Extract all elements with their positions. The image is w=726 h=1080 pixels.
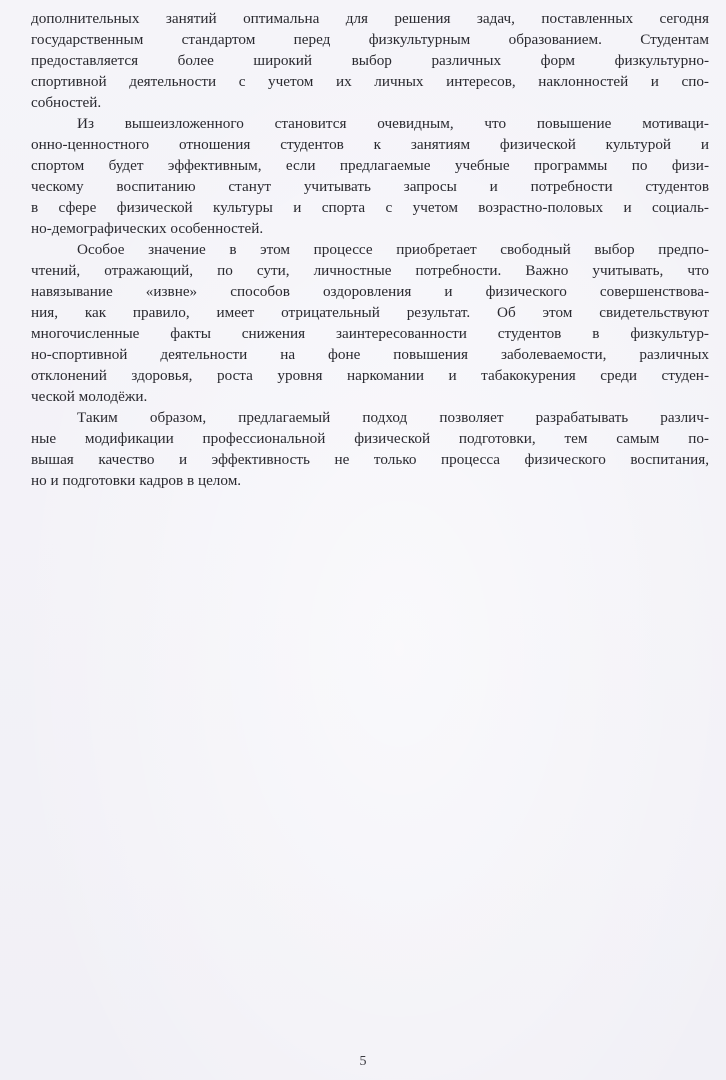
text-line: Особое значение в этом процессе приобретает свободный выбор предпо- bbox=[77, 241, 709, 258]
paragraph-2 bbox=[31, 113, 709, 239]
text-line: ческой молодёжи. bbox=[31, 388, 148, 405]
text-line: ния, как правило, имеет отрицательный результат. Об этом свидетельствуют bbox=[31, 304, 709, 321]
text-line: спортивной деятельности с учетом их личных интересов, наклонностей и спо- bbox=[31, 73, 709, 90]
text-line: ческому воспитанию станут учитывать запросы и потребности студентов bbox=[31, 178, 709, 195]
text-line: Таким образом, предлагаемый подход позволяет разрабатывать различ- bbox=[77, 409, 709, 426]
text-line: ные модификации профессиональной физической подготовки, тем самым по- bbox=[31, 430, 709, 447]
paragraph-1 bbox=[31, 8, 709, 113]
body-text bbox=[31, 8, 709, 491]
paragraph-4 bbox=[31, 407, 709, 491]
paragraph-3 bbox=[31, 239, 709, 407]
text-line: вышая качество и эффективность не только процесса физического воспитания, bbox=[31, 451, 709, 468]
text-line: спортом будет эффективным, если предлагаемые учебные программы по физи- bbox=[31, 157, 709, 174]
text-line: дополнительных занятий оптимальна для решения задач, поставленных сегодня bbox=[31, 10, 709, 27]
text-line: но-демографических особенностей. bbox=[31, 220, 264, 237]
text-line: чтений, отражающий, по сути, личностные потребности. Важно учитывать, что bbox=[31, 262, 709, 279]
text-line: онно-ценностного отношения студентов к занятиям физической культурой и bbox=[31, 136, 709, 153]
text-line: многочисленные факты снижения заинтересованности студентов в физкультур- bbox=[31, 325, 709, 342]
text-line: отклонений здоровья, роста уровня наркомании и табакокурения среди студен- bbox=[31, 367, 709, 384]
text-line: Из вышеизложенного становится очевидным, что повышение мотиваци- bbox=[77, 115, 709, 132]
text-line: собностей. bbox=[31, 94, 102, 111]
text-line: навязывание «извне» способов оздоровления и физического совершенствова- bbox=[31, 283, 709, 300]
text-line: в сфере физической культуры и спорта с учетом возрастно-половых и социаль- bbox=[31, 199, 709, 216]
page-number: 5 bbox=[359, 1054, 367, 1069]
text-line: государственным стандартом перед физкультурным образованием. Студентам bbox=[31, 31, 709, 48]
text-line: но-спортивной деятельности на фоне повышения заболеваемости, различных bbox=[31, 346, 709, 363]
text-line: но и подготовки кадров в целом. bbox=[31, 472, 242, 489]
text-line: предоставляется более широкий выбор различных форм физкультурно- bbox=[31, 52, 709, 69]
